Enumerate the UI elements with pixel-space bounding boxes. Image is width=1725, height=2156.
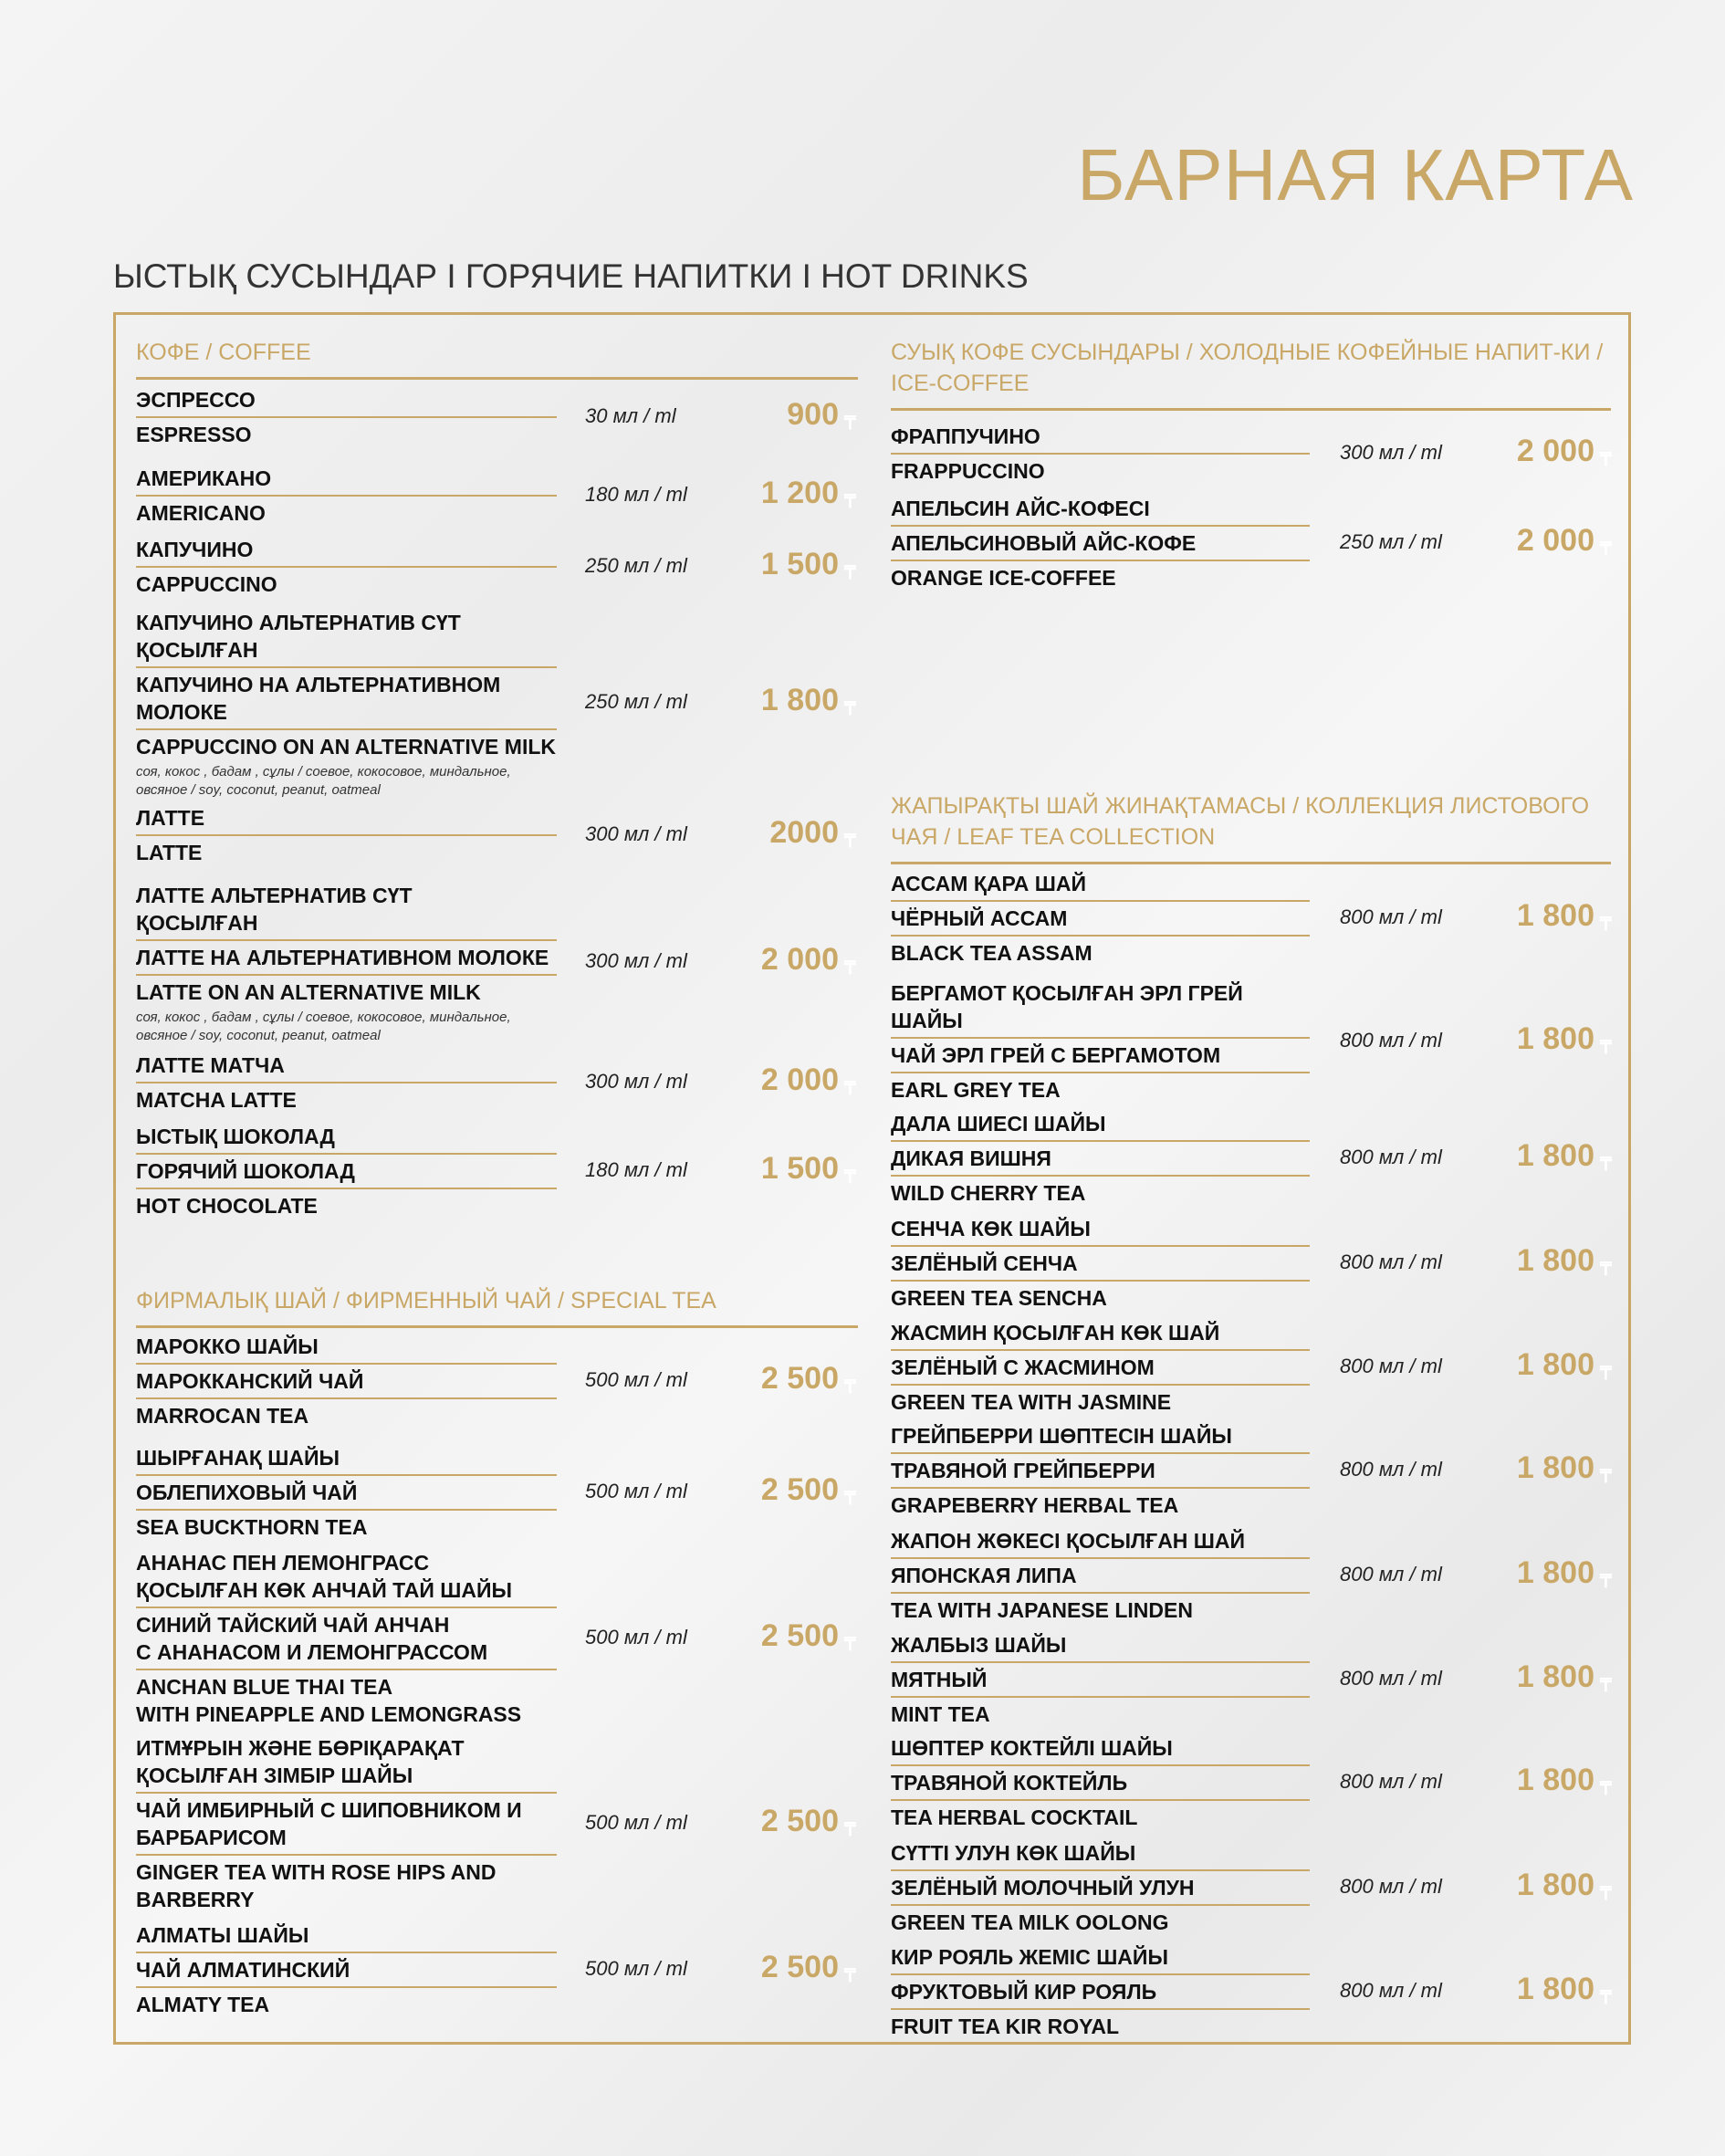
item-volume: 300 мл / ml [585, 822, 687, 845]
name-ru [136, 1083, 557, 1116]
name-kk [136, 533, 557, 568]
item-volume: 500 мл / ml [585, 1480, 687, 1502]
name-kk [136, 1330, 557, 1365]
item-name-line: ЧАЙ ИМБИРНЫЙ С ШИПОВНИКОМ И [136, 1798, 522, 1822]
name-kk [891, 420, 1310, 455]
name-ru [891, 1663, 1310, 1698]
name-en [891, 2010, 1310, 2043]
item-name-line: FRUIT TEA KIR ROYAL [891, 2015, 1120, 2038]
item-price: 1 500 [760, 547, 839, 581]
menu-item[interactable] [891, 1107, 1310, 1209]
item-name-line: ЛАТТЕ [136, 806, 205, 830]
name-en [136, 976, 557, 1009]
section-header-ice-coffee: СУЫҚ КОФЕ СУСЫНДАРЫ / ХОЛОДНЫЕ КОФЕЙНЫЕ НАПИТ-КИ / ICE-COFFEE [891, 337, 1611, 411]
item-name-line: ИТМҰРЫН ЖӘНЕ БӨРІҚАРАҚАТ [136, 1736, 465, 1760]
currency-tenge-icon: ₸ [844, 958, 856, 979]
name-kk [891, 1941, 1310, 1975]
item-name-line: MINT TEA [891, 1702, 990, 1726]
item-names [136, 1546, 557, 1731]
item-name-line: ЖАПОН ЖӨКЕСІ ҚОСЫЛҒАН ШАЙ [891, 1529, 1246, 1553]
name-ru [136, 1794, 557, 1856]
name-en [891, 1282, 1310, 1314]
name-kk [891, 1732, 1310, 1766]
name-ru [891, 902, 1310, 937]
item-price: 900 [787, 397, 839, 432]
menu-item[interactable] [136, 1546, 557, 1731]
name-kk [136, 1049, 557, 1083]
currency-tenge-icon: ₸ [1600, 1779, 1612, 1799]
currency-tenge-icon: ₸ [1600, 1038, 1612, 1058]
item-name-line: FRAPPUCCINO [891, 459, 1045, 483]
item-note: овсяное / soy, coconut, peanut, oatmeal [136, 1028, 381, 1043]
menu-item[interactable] [136, 801, 557, 869]
item-name-line: ТРАВЯНОЙ ГРЕЙПБЕРРИ [891, 1459, 1155, 1482]
item-name-line: ЧАЙ АЛМАТИНСКИЙ [136, 1958, 350, 1982]
item-price: 1 800 [1516, 1763, 1594, 1797]
name-ru [891, 455, 1310, 487]
menu-item[interactable] [891, 1941, 1310, 2043]
currency-tenge-icon: ₸ [844, 1167, 856, 1188]
item-names [891, 1316, 1310, 1418]
menu-item[interactable] [891, 1212, 1310, 1314]
name-kk [891, 1524, 1310, 1559]
name-ru [891, 1454, 1310, 1489]
name-ru [136, 1476, 557, 1511]
item-name-line: GREEN TEA MILK OOLONG [891, 1910, 1169, 1934]
item-name-line: ҚОСЫЛҒАН [136, 911, 258, 935]
name-en [136, 1670, 557, 1731]
name-en [891, 1594, 1310, 1627]
currency-tenge-icon: ₸ [844, 1489, 856, 1509]
name-en [136, 1856, 557, 1916]
name-en [891, 561, 1310, 594]
name-ru [136, 836, 557, 869]
item-names [891, 492, 1310, 594]
name-en [891, 937, 1310, 969]
menu-item[interactable] [136, 1049, 557, 1116]
name-kk [136, 1732, 557, 1794]
item-note: овсяное / soy, coconut, peanut, oatmeal [136, 782, 381, 798]
item-names [891, 1732, 1310, 1834]
name-kk [136, 383, 557, 418]
item-name-line: БАРБАРИСОМ [136, 1826, 287, 1849]
item-name-line: ЯПОНСКАЯ ЛИПА [891, 1564, 1077, 1587]
item-name-line: GRAPEBERRY HERBAL TEA [891, 1493, 1179, 1517]
item-price: 2 500 [760, 1950, 839, 1984]
name-kk [136, 801, 557, 836]
item-price: 2000 [769, 815, 839, 850]
item-name-line: MATCHA LATTE [136, 1088, 297, 1112]
currency-tenge-icon: ₸ [1600, 1467, 1612, 1487]
item-name-line: ЛАТТЕ МАТЧА [136, 1053, 285, 1077]
name-kk [136, 1546, 557, 1608]
name-kk [891, 1837, 1310, 1871]
item-names [136, 1330, 557, 1432]
item-price: 1 800 [760, 683, 839, 717]
name-en [891, 1698, 1310, 1731]
item-name-line: SEA BUCKTHORN TEA [136, 1515, 368, 1539]
currency-tenge-icon: ₸ [844, 1966, 856, 1986]
item-name-line: С АНАНАСОМ И ЛЕМОНГРАССОМ [136, 1640, 488, 1664]
item-name-line: ЖАЛБЫЗ ШАЙЫ [891, 1633, 1067, 1657]
item-names [136, 1049, 557, 1116]
currency-tenge-icon: ₸ [1600, 1676, 1612, 1696]
item-names [891, 977, 1310, 1106]
item-name-line: ШЫРҒАНАҚ ШАЙЫ [136, 1446, 340, 1470]
item-price: 2 500 [760, 1804, 839, 1838]
item-name-line: ЗЕЛЁНЫЙ СЕНЧА [891, 1251, 1078, 1275]
item-volume: 250 мл / ml [1340, 530, 1442, 553]
currency-tenge-icon: ₸ [844, 1377, 856, 1397]
section-subtitle: ЫСТЫҚ СУСЫНДАР І ГОРЯЧИЕ НАПИТКИ І HOT DRINKS [113, 257, 1029, 295]
item-name-line: ЛАТТЕ АЛЬТЕРНАТИВ СҮТ [136, 884, 413, 907]
name-kk [891, 1316, 1310, 1351]
item-name-line: ДАЛА ШИЕСІ ШАЙЫ [891, 1112, 1106, 1136]
currency-tenge-icon: ₸ [1600, 915, 1612, 935]
name-ru [891, 1039, 1310, 1073]
item-price: 2 000 [760, 1062, 839, 1097]
item-volume: 250 мл / ml [585, 554, 687, 577]
item-volume: 500 мл / ml [585, 1368, 687, 1391]
name-en [891, 1801, 1310, 1834]
item-name-line: GREEN TEA SENCHA [891, 1286, 1107, 1310]
name-ru [136, 1365, 557, 1399]
item-volume: 30 мл / ml [585, 404, 676, 427]
name-ru [891, 1351, 1310, 1386]
item-names [891, 1107, 1310, 1209]
menu-item[interactable] [891, 1419, 1310, 1522]
name-kk [891, 1107, 1310, 1142]
item-name-line: ЭСПРЕССО [136, 388, 256, 412]
menu-item[interactable] [891, 1628, 1310, 1731]
item-volume: 500 мл / ml [585, 1957, 687, 1980]
item-price: 2 000 [760, 942, 839, 977]
menu-item[interactable] [891, 1732, 1310, 1834]
item-name-line: CAPPUCCINO [136, 572, 277, 596]
item-note: соя, кокос , бадам , сұлы / соевое, кокосовое, миндальное, [136, 1010, 511, 1025]
item-volume: 300 мл / ml [585, 949, 687, 972]
item-price: 2 500 [760, 1361, 839, 1396]
item-names [136, 1919, 557, 2021]
item-name-line: LATTE ON AN ALTERNATIVE MILK [136, 980, 481, 1004]
menu-item[interactable] [136, 1441, 557, 1544]
section-header-special-tea: ФИРМАЛЫҚ ШАЙ / ФИРМЕННЫЙ ЧАЙ / SPECIAL TEA [136, 1285, 858, 1328]
section-header-coffee: КОФЕ / COFFEE [136, 337, 858, 380]
item-name-line: ЗЕЛЁНЫЙ МОЛОЧНЫЙ УЛУН [891, 1876, 1195, 1900]
item-name-line: СЕНЧА КӨК ШАЙЫ [891, 1217, 1091, 1240]
item-name-line: ЧЁРНЫЙ АССАМ [891, 906, 1068, 930]
name-ru [136, 418, 557, 451]
item-name-line: ANCHAN BLUE THAI TEA [136, 1675, 393, 1699]
item-price: 2 000 [1516, 434, 1594, 468]
item-name-line: ФРУКТОВЫЙ КИР РОЯЛЬ [891, 1980, 1157, 2004]
currency-tenge-icon: ₸ [1600, 1572, 1612, 1592]
item-price: 2 000 [1516, 523, 1594, 558]
item-name-line: ORANGE ICE-COFFEE [891, 566, 1116, 590]
item-name-line: ДИКАЯ ВИШНЯ [891, 1146, 1051, 1170]
currency-tenge-icon: ₸ [1600, 1155, 1612, 1175]
currency-tenge-icon: ₸ [1600, 1260, 1612, 1280]
item-names [136, 606, 557, 800]
item-name-line: КАПУЧИНО НА АЛЬТЕРНАТИВНОМ [136, 673, 501, 696]
item-names [136, 879, 557, 1045]
name-kk [891, 867, 1310, 902]
item-name-line: TEA WITH JAPANESE LINDEN [891, 1598, 1193, 1622]
item-name-line: АПЕЛЬСИНОВЫЙ АЙС-КОФЕ [891, 531, 1197, 555]
name-ru [891, 1871, 1310, 1906]
item-name-line: GINGER TEA WITH ROSE HIPS AND [136, 1860, 497, 1884]
name-ru [136, 941, 557, 976]
item-volume: 180 мл / ml [585, 483, 687, 506]
name-ru [136, 1155, 557, 1189]
name-ru [891, 1142, 1310, 1177]
item-price: 1 800 [1516, 1555, 1594, 1590]
item-names [136, 462, 557, 529]
item-names [891, 1837, 1310, 1939]
name-en [136, 1189, 557, 1222]
item-name-line: ТРАВЯНОЙ КОКТЕЙЛЬ [891, 1771, 1128, 1795]
item-volume: 800 мл / ml [1340, 1875, 1442, 1898]
item-name-line: ЛАТТЕ НА АЛЬТЕРНАТИВНОМ МОЛОКЕ [136, 946, 549, 969]
item-name-line: ФРАППУЧИНО [891, 424, 1040, 448]
item-name-line: EARL GREY TEA [891, 1078, 1061, 1102]
name-kk [891, 1628, 1310, 1663]
name-kk [891, 977, 1310, 1039]
item-name-line: ШАЙЫ [891, 1009, 963, 1032]
item-name-line: АМЕРИКАНО [136, 466, 272, 490]
menu-item[interactable] [136, 606, 557, 800]
item-name-line: ESPRESSO [136, 423, 252, 446]
item-name-line: ЫСТЫҚ ШОКОЛАД [136, 1125, 335, 1148]
item-names [891, 1628, 1310, 1731]
name-ru [891, 1247, 1310, 1282]
currency-tenge-icon: ₸ [844, 832, 856, 852]
currency-tenge-icon: ₸ [844, 699, 856, 719]
name-en [136, 1988, 557, 2021]
currency-tenge-icon: ₸ [844, 1635, 856, 1655]
item-note: соя, кокос , бадам , сұлы / соевое, кокосовое, миндальное, [136, 764, 511, 780]
item-volume: 800 мл / ml [1340, 905, 1442, 928]
item-name-line: ҚОСЫЛҒАН ЗІМБІР ШАЙЫ [136, 1764, 413, 1787]
name-ru [136, 497, 557, 529]
currency-tenge-icon: ₸ [1600, 539, 1612, 560]
item-volume: 250 мл / ml [585, 690, 687, 713]
item-price: 1 800 [1516, 1659, 1594, 1694]
menu-item[interactable] [891, 1837, 1310, 1939]
menu-item[interactable] [136, 1732, 557, 1916]
menu-item[interactable] [891, 1316, 1310, 1418]
menu-item[interactable] [136, 533, 557, 601]
name-en [891, 1489, 1310, 1522]
item-name-line: AMERICANO [136, 501, 266, 525]
item-volume: 800 мл / ml [1340, 1355, 1442, 1377]
currency-tenge-icon: ₸ [1600, 1988, 1612, 2008]
currency-tenge-icon: ₸ [844, 413, 856, 434]
item-name-line: ГОРЯЧИЙ ШОКОЛАД [136, 1159, 355, 1183]
currency-tenge-icon: ₸ [1600, 1364, 1612, 1384]
currency-tenge-icon: ₸ [844, 563, 856, 583]
item-name-line: BLACK TEA ASSAM [891, 941, 1092, 965]
currency-tenge-icon: ₸ [844, 492, 856, 512]
item-name-line: LATTE [136, 841, 203, 864]
item-name-line: TEA HERBAL COCKTAIL [891, 1805, 1138, 1829]
item-names [891, 867, 1310, 969]
item-volume: 800 мл / ml [1340, 1458, 1442, 1481]
name-kk [891, 492, 1310, 527]
item-name-line: ЧАЙ ЭРЛ ГРЕЙ С БЕРГАМОТОМ [891, 1043, 1221, 1067]
menu-item[interactable] [891, 492, 1310, 594]
item-name-line: КАПУЧИНО АЛЬТЕРНАТИВ СҮТ [136, 611, 461, 634]
name-en [891, 1906, 1310, 1939]
item-name-line: ШӨПТЕР КОКТЕЙЛІ ШАЙЫ [891, 1736, 1173, 1760]
item-volume: 800 мл / ml [1340, 1770, 1442, 1793]
item-name-line: ГРЕЙПБЕРРИ ШӨПТЕСІН ШАЙЫ [891, 1424, 1232, 1448]
item-name-line: АПЕЛЬСИН АЙС-КОФЕСІ [891, 497, 1150, 520]
menu-item[interactable] [136, 879, 557, 1045]
name-ru [136, 1953, 557, 1988]
item-name-line: ALMATY TEA [136, 1993, 270, 2016]
item-volume: 500 мл / ml [585, 1811, 687, 1834]
item-volume: 800 мл / ml [1340, 1563, 1442, 1586]
item-name-line: CAPPUCCINO ON AN ALTERNATIVE MILK [136, 735, 556, 759]
item-price: 1 800 [1516, 898, 1594, 933]
item-price: 2 500 [760, 1472, 839, 1507]
item-volume: 500 мл / ml [585, 1626, 687, 1648]
item-price: 1 800 [1516, 1868, 1594, 1902]
item-name-line: ОБЛЕПИХОВЫЙ ЧАЙ [136, 1481, 358, 1504]
item-volume: 800 мл / ml [1340, 1146, 1442, 1168]
item-name-line: ҚОСЫЛҒАН [136, 638, 258, 662]
item-price: 1 200 [760, 476, 839, 510]
menu-item[interactable] [891, 867, 1310, 969]
item-names [136, 1441, 557, 1544]
name-kk [136, 879, 557, 941]
item-volume: 800 мл / ml [1340, 1979, 1442, 2002]
item-names [891, 1212, 1310, 1314]
name-kk [891, 1419, 1310, 1454]
item-name-line: ЗЕЛЁНЫЙ С ЖАСМИНОМ [891, 1355, 1155, 1379]
item-volume: 300 мл / ml [585, 1070, 687, 1093]
item-names [136, 383, 557, 451]
item-name-line: КАПУЧИНО [136, 538, 254, 561]
item-names [136, 533, 557, 601]
name-kk [891, 1212, 1310, 1247]
item-price: 1 800 [1516, 1972, 1594, 2006]
item-names [136, 1732, 557, 1916]
item-name-line: ЖАСМИН ҚОСЫЛҒАН КӨК ШАЙ [891, 1321, 1220, 1345]
item-name-line: КИР РОЯЛЬ ЖЕМІС ШАЙЫ [891, 1945, 1168, 1969]
name-kk [136, 1919, 557, 1953]
item-name-line: ҚОСЫЛҒАН КӨК АНЧАЙ ТАЙ ШАЙЫ [136, 1578, 513, 1602]
name-en [891, 1073, 1310, 1106]
name-en [136, 1511, 557, 1544]
item-price: 1 800 [1516, 1138, 1594, 1173]
name-ru [891, 1766, 1310, 1801]
item-name-line: GREEN TEA WITH JASMINE [891, 1390, 1172, 1414]
item-name-line: WITH PINEAPPLE AND LEMONGRASS [136, 1702, 522, 1726]
menu-item[interactable] [136, 462, 557, 529]
name-ru [891, 1975, 1310, 2010]
item-name-line: МОЛОКЕ [136, 700, 227, 724]
item-names [891, 1524, 1310, 1627]
name-ru [136, 568, 557, 601]
item-name-line: МАРОККАНСКИЙ ЧАЙ [136, 1369, 364, 1393]
item-name-line: BARBERRY [136, 1888, 255, 1911]
item-name-line: АССАМ ҚАРА ШАЙ [891, 872, 1087, 895]
item-volume: 800 мл / ml [1340, 1029, 1442, 1052]
name-ru [891, 1559, 1310, 1594]
item-name-line: МЯТНЫЙ [891, 1668, 988, 1691]
item-name-line: БЕРГАМОТ ҚОСЫЛҒАН ЭРЛ ГРЕЙ [891, 981, 1243, 1005]
item-name-line: СИНИЙ ТАЙСКИЙ ЧАЙ АНЧАН [136, 1613, 450, 1637]
name-en [136, 1399, 557, 1432]
item-volume: 800 мл / ml [1340, 1251, 1442, 1273]
name-kk [136, 606, 557, 668]
item-name-line: HOT CHOCOLATE [136, 1194, 318, 1218]
name-kk [136, 1441, 557, 1476]
currency-tenge-icon: ₸ [844, 1079, 856, 1099]
item-names [136, 801, 557, 869]
item-price: 1 500 [760, 1151, 839, 1186]
name-en [891, 1177, 1310, 1209]
menu-item[interactable] [136, 1330, 557, 1432]
name-ru [136, 668, 557, 730]
item-name-line: АЛМАТЫ ШАЙЫ [136, 1923, 309, 1947]
item-price: 1 800 [1516, 1450, 1594, 1485]
section-header-leaf-tea: ЖАПЫРАҚТЫ ШАЙ ЖИНАҚТАМАСЫ / КОЛЛЕКЦИЯ ЛИСТОВОГО ЧАЯ / LEAF TEA COLLECTION [891, 790, 1611, 864]
item-name-line: MARROCAN TEA [136, 1404, 309, 1428]
currency-tenge-icon: ₸ [844, 1820, 856, 1840]
item-names [136, 1120, 557, 1222]
item-volume: 300 мл / ml [1340, 441, 1442, 464]
item-names [891, 420, 1310, 487]
name-en [891, 1386, 1310, 1418]
menu-item[interactable] [891, 1524, 1310, 1627]
menu-item[interactable] [136, 1919, 557, 2021]
item-name-line: WILD CHERRY TEA [891, 1181, 1086, 1205]
menu-item[interactable] [891, 420, 1310, 487]
menu-item[interactable] [891, 977, 1310, 1106]
item-name-line: МАРОККО ШАЙЫ [136, 1334, 319, 1358]
page-title: БАРНАЯ КАРТА [1077, 133, 1634, 215]
name-kk [136, 1120, 557, 1155]
currency-tenge-icon: ₸ [1600, 1884, 1612, 1904]
item-price: 1 800 [1516, 1243, 1594, 1278]
item-names [891, 1419, 1310, 1522]
name-kk [136, 462, 557, 497]
item-price: 2 500 [760, 1618, 839, 1653]
menu-item[interactable] [136, 383, 557, 451]
menu-item[interactable] [136, 1120, 557, 1222]
currency-tenge-icon: ₸ [1600, 450, 1612, 470]
item-volume: 800 мл / ml [1340, 1667, 1442, 1690]
name-ru [136, 1608, 557, 1670]
item-price: 1 800 [1516, 1021, 1594, 1056]
item-price: 1 800 [1516, 1347, 1594, 1382]
item-name-line: АНАНАС ПЕН ЛЕМОНГРАСС [136, 1551, 430, 1575]
item-volume: 180 мл / ml [585, 1158, 687, 1181]
item-name-line: СҮТТІ УЛУН КӨК ШАЙЫ [891, 1841, 1136, 1865]
item-names [891, 1941, 1310, 2043]
name-ru [891, 527, 1310, 561]
name-en [136, 730, 557, 763]
